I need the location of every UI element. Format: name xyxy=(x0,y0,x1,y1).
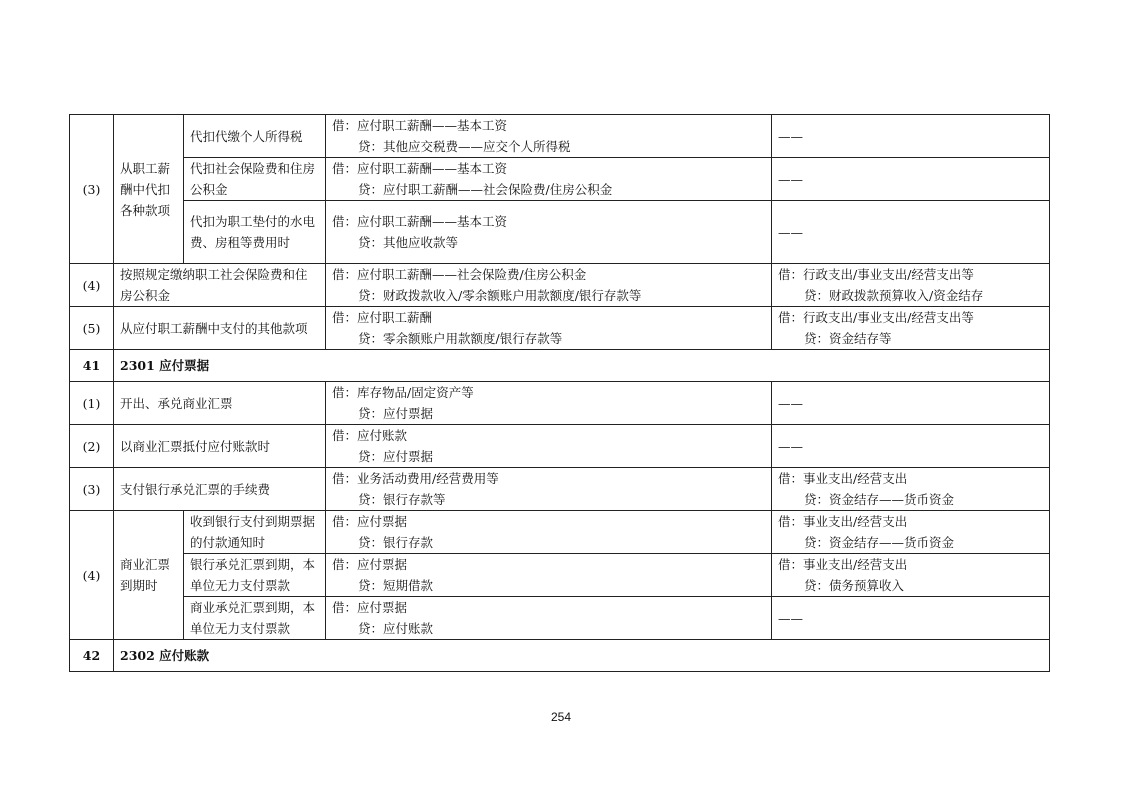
section-row xyxy=(70,640,1050,672)
financial-entry xyxy=(326,468,772,511)
empty-dash: —— xyxy=(778,610,803,626)
item-description: 从应付职工薪酬中支付的其他款项 xyxy=(114,307,326,350)
credit-line: 贷：其他应收款等 xyxy=(358,235,459,250)
debit-line: 借：应付职工薪酬——社会保险费/住房公积金 xyxy=(332,267,587,282)
credit-line: 贷：财政拨款收入/零余额账户用款额度/银行存款等 xyxy=(358,288,642,303)
financial-entry xyxy=(326,511,772,554)
item-number: (5) xyxy=(70,307,114,350)
financial-entry xyxy=(326,307,772,350)
debit-line: 借：事业支出/经营支出 xyxy=(778,557,908,572)
item-number: (1) xyxy=(70,382,114,425)
table-row xyxy=(70,468,1050,511)
table-row xyxy=(70,382,1050,425)
section-number: 41 xyxy=(70,350,114,382)
budget-entry xyxy=(772,511,1050,554)
group-label: 从职工薪酬中代扣各种款项 xyxy=(114,115,184,264)
item-description: 支付银行承兑汇票的手续费 xyxy=(114,468,326,511)
debit-line: 借：业务活动费用/经营费用等 xyxy=(332,471,499,486)
budget-entry xyxy=(772,307,1050,350)
credit-line: 贷：财政拨款预算收入/资金结存 xyxy=(804,288,984,303)
item-number: (4) xyxy=(70,264,114,307)
group-label: 商业汇票到期时 xyxy=(114,511,184,640)
item-number: (4) xyxy=(70,511,114,640)
debit-line: 借：库存物品/固定资产等 xyxy=(332,385,474,400)
table-row xyxy=(70,597,1050,640)
financial-entry xyxy=(326,158,772,201)
credit-line: 贷：应付票据 xyxy=(358,406,434,421)
financial-entry xyxy=(326,115,772,158)
credit-line: 贷：应付职工薪酬——社会保险费/住房公积金 xyxy=(358,182,613,197)
item-description: 代扣社会保险费和住房公积金 xyxy=(184,158,326,201)
budget-entry xyxy=(772,425,1050,468)
budget-entry xyxy=(772,158,1050,201)
item-number: (3) xyxy=(70,468,114,511)
item-description: 按照规定缴纳职工社会保险费和住房公积金 xyxy=(114,264,326,307)
credit-line: 贷：债务预算收入 xyxy=(804,578,905,593)
table-row xyxy=(70,307,1050,350)
item-description: 开出、承兑商业汇票 xyxy=(114,382,326,425)
budget-entry xyxy=(772,264,1050,307)
item-description: 商业承兑汇票到期，本单位无力支付票款 xyxy=(184,597,326,640)
empty-dash: —— xyxy=(778,128,803,144)
credit-line: 贷：应付票据 xyxy=(358,449,434,464)
debit-line: 借：应付票据 xyxy=(332,557,408,572)
financial-entry xyxy=(326,425,772,468)
credit-line: 贷：资金结存——货币资金 xyxy=(804,535,955,550)
table-row xyxy=(70,554,1050,597)
section-title: 2302 应付账款 xyxy=(114,640,1050,672)
budget-entry xyxy=(772,382,1050,425)
budget-entry xyxy=(772,115,1050,158)
debit-line: 借：行政支出/事业支出/经营支出等 xyxy=(778,310,974,325)
page-number: 254 xyxy=(550,710,572,724)
debit-line: 借：应付票据 xyxy=(332,600,408,615)
table-row xyxy=(70,425,1050,468)
table-row xyxy=(70,158,1050,201)
debit-line: 借：应付职工薪酬——基本工资 xyxy=(332,161,508,176)
empty-dash: —— xyxy=(778,171,803,187)
table-row xyxy=(70,201,1050,264)
credit-line: 贷：短期借款 xyxy=(358,578,434,593)
budget-entry xyxy=(772,201,1050,264)
item-description: 代扣为职工垫付的水电费、房租等费用时 xyxy=(184,201,326,264)
credit-line: 贷：银行存款等 xyxy=(358,492,446,507)
table-row xyxy=(70,264,1050,307)
financial-entry xyxy=(326,597,772,640)
section-number: 42 xyxy=(70,640,114,672)
credit-line: 贷：其他应交税费——应交个人所得税 xyxy=(358,139,571,154)
financial-entry xyxy=(326,201,772,264)
credit-line: 贷：应付账款 xyxy=(358,621,434,636)
budget-entry xyxy=(772,468,1050,511)
item-description: 代扣代缴个人所得税 xyxy=(184,115,326,158)
section-title: 2301 应付票据 xyxy=(114,350,1050,382)
table-row xyxy=(70,115,1050,158)
financial-entry xyxy=(326,554,772,597)
debit-line: 借：事业支出/经营支出 xyxy=(778,514,908,529)
credit-line: 贷：银行存款 xyxy=(358,535,434,550)
empty-dash: —— xyxy=(778,395,803,411)
item-description: 以商业汇票抵付应付账款时 xyxy=(114,425,326,468)
budget-entry xyxy=(772,597,1050,640)
section-row xyxy=(70,350,1050,382)
credit-line: 贷：资金结存等 xyxy=(804,331,892,346)
debit-line: 借：应付职工薪酬——基本工资 xyxy=(332,214,508,229)
financial-entry xyxy=(326,264,772,307)
budget-entry xyxy=(772,554,1050,597)
item-number: (2) xyxy=(70,425,114,468)
debit-line: 借：应付票据 xyxy=(332,514,408,529)
debit-line: 借：行政支出/事业支出/经营支出等 xyxy=(778,267,974,282)
accounting-entries-table xyxy=(69,114,1050,672)
debit-line: 借：应付账款 xyxy=(332,428,408,443)
debit-line: 借：应付职工薪酬 xyxy=(332,310,433,325)
debit-line: 借：应付职工薪酬——基本工资 xyxy=(332,118,508,133)
credit-line: 贷：资金结存——货币资金 xyxy=(804,492,955,507)
item-number: (3) xyxy=(70,115,114,264)
empty-dash: —— xyxy=(778,224,803,240)
empty-dash: —— xyxy=(778,438,803,454)
table-row xyxy=(70,511,1050,554)
item-description: 银行承兑汇票到期，本单位无力支付票款 xyxy=(184,554,326,597)
financial-entry xyxy=(326,382,772,425)
credit-line: 贷：零余额账户用款额度/银行存款等 xyxy=(358,331,563,346)
debit-line: 借：事业支出/经营支出 xyxy=(778,471,908,486)
item-description: 收到银行支付到期票据的付款通知时 xyxy=(184,511,326,554)
